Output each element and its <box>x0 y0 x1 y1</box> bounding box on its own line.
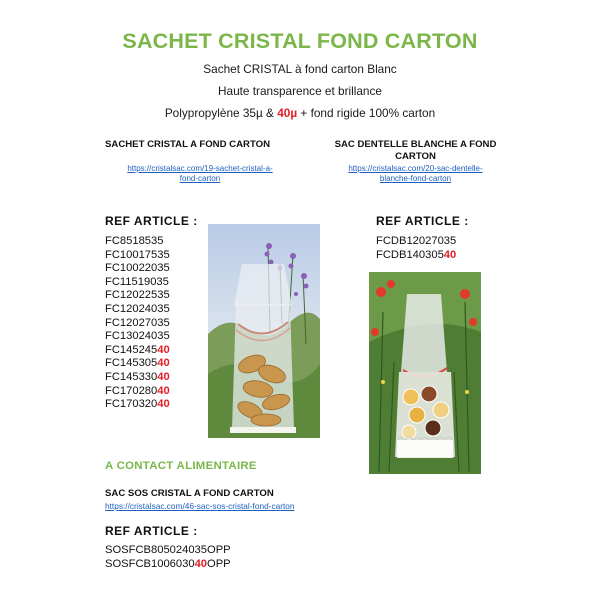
right-heading-line-2: CARTON <box>395 151 436 162</box>
ref-code-base: FC145245 <box>105 343 158 356</box>
right-link-line-2[interactable]: blanche-fond-carton <box>379 174 452 183</box>
right-link-line-1[interactable]: https://cristalsac.com/20-sac-dentelle- <box>348 164 483 173</box>
ref-code <box>376 249 456 263</box>
ref-code-base: FCDB12027035 <box>376 235 457 247</box>
ref-code <box>105 330 170 344</box>
material-text: Polypropylène 35µ & <box>164 106 278 120</box>
ref-code <box>105 303 170 317</box>
ref-code <box>105 385 170 399</box>
ref-code <box>105 558 231 572</box>
material-text-end: + fond rigide 100% carton <box>297 106 436 120</box>
ref-code <box>105 544 231 558</box>
cookie-bag-photo <box>208 224 320 438</box>
ref-code-base: FC145305 <box>105 357 158 370</box>
ref-code-highlight: 40 <box>194 557 208 570</box>
page-title: SACHET CRISTAL FOND CARTON <box>122 29 478 53</box>
ref-code-suffix: OPP <box>207 557 231 570</box>
left-product-heading: SACHET CRISTAL A FOND CARTON <box>105 139 271 150</box>
ref-code-highlight: 40 <box>157 384 170 397</box>
ref-code <box>105 398 170 412</box>
right-ref-heading: REF ARTICLE : <box>376 214 469 228</box>
ref-code-base: FC13024035 <box>105 330 170 343</box>
left-link-line-2[interactable]: fond-carton <box>179 174 221 183</box>
sos-ref-heading: REF ARTICLE : <box>105 524 198 538</box>
ref-code <box>105 276 170 290</box>
ref-code-base: FC11519035 <box>105 275 169 288</box>
ref-code-base: FC170320 <box>105 398 158 411</box>
ref-code-base: FCDB140305 <box>376 248 444 261</box>
ref-code <box>105 249 170 263</box>
thickness-highlight: 40µ <box>277 106 298 120</box>
ref-code-highlight: 40 <box>157 370 170 383</box>
sos-ref-list <box>105 544 231 571</box>
right-heading-line-1: SAC DENTELLE BLANCHE A FOND <box>334 139 497 150</box>
ref-code-base: FC8518535 <box>105 235 164 247</box>
ref-code-base: FC145330 <box>105 370 158 383</box>
right-ref-list <box>376 235 456 262</box>
ref-code <box>105 262 170 276</box>
ref-code-base: FC10017535 <box>105 248 170 261</box>
left-product-link[interactable] <box>105 164 295 184</box>
ref-code-base: FC12024035 <box>105 302 170 315</box>
ref-code <box>105 235 170 249</box>
ref-code <box>105 357 170 371</box>
ref-code <box>105 344 170 358</box>
cookie-bag-image <box>208 224 320 438</box>
ref-code-highlight: 40 <box>443 248 457 261</box>
ref-code-base: SOSFCB1006030 <box>105 557 195 570</box>
left-link-line-1[interactable]: https://cristalsac.com/19-sachet-cristal-a- <box>127 164 273 173</box>
ref-code <box>105 289 170 303</box>
ref-code-highlight: 40 <box>157 398 170 411</box>
left-ref-list <box>105 235 170 412</box>
right-product-link[interactable] <box>318 164 513 184</box>
ref-code <box>105 371 170 385</box>
ref-code-base: SOSFCB805024035OPP <box>105 544 231 556</box>
sos-product-link[interactable]: https://cristalsac.com/46-sac-sos-cristal-fond-carton <box>105 501 295 511</box>
left-ref-heading: REF ARTICLE : <box>105 214 198 228</box>
ref-code-base: FC10022035 <box>105 262 170 275</box>
ref-code-highlight: 40 <box>157 357 170 370</box>
ref-code <box>376 235 456 249</box>
subtitle-line-2: Haute transparence et brillance <box>218 84 382 98</box>
lace-bag-image <box>369 272 481 474</box>
sos-product-heading: SAC SOS CRISTAL A FOND CARTON <box>105 488 274 499</box>
ref-code-base: FC170280 <box>105 384 158 397</box>
ref-code <box>105 317 170 331</box>
subtitle-line-3 <box>0 106 600 120</box>
ref-code-base: FC12027035 <box>105 316 170 329</box>
food-contact-heading: A CONTACT ALIMENTAIRE <box>105 460 257 472</box>
lace-bag-photo <box>369 272 481 474</box>
subtitle-line-1: Sachet CRISTAL à fond carton Blanc <box>203 62 397 76</box>
ref-code-base: FC12022535 <box>105 289 170 302</box>
right-product-heading <box>318 139 513 163</box>
ref-code-highlight: 40 <box>157 343 170 356</box>
